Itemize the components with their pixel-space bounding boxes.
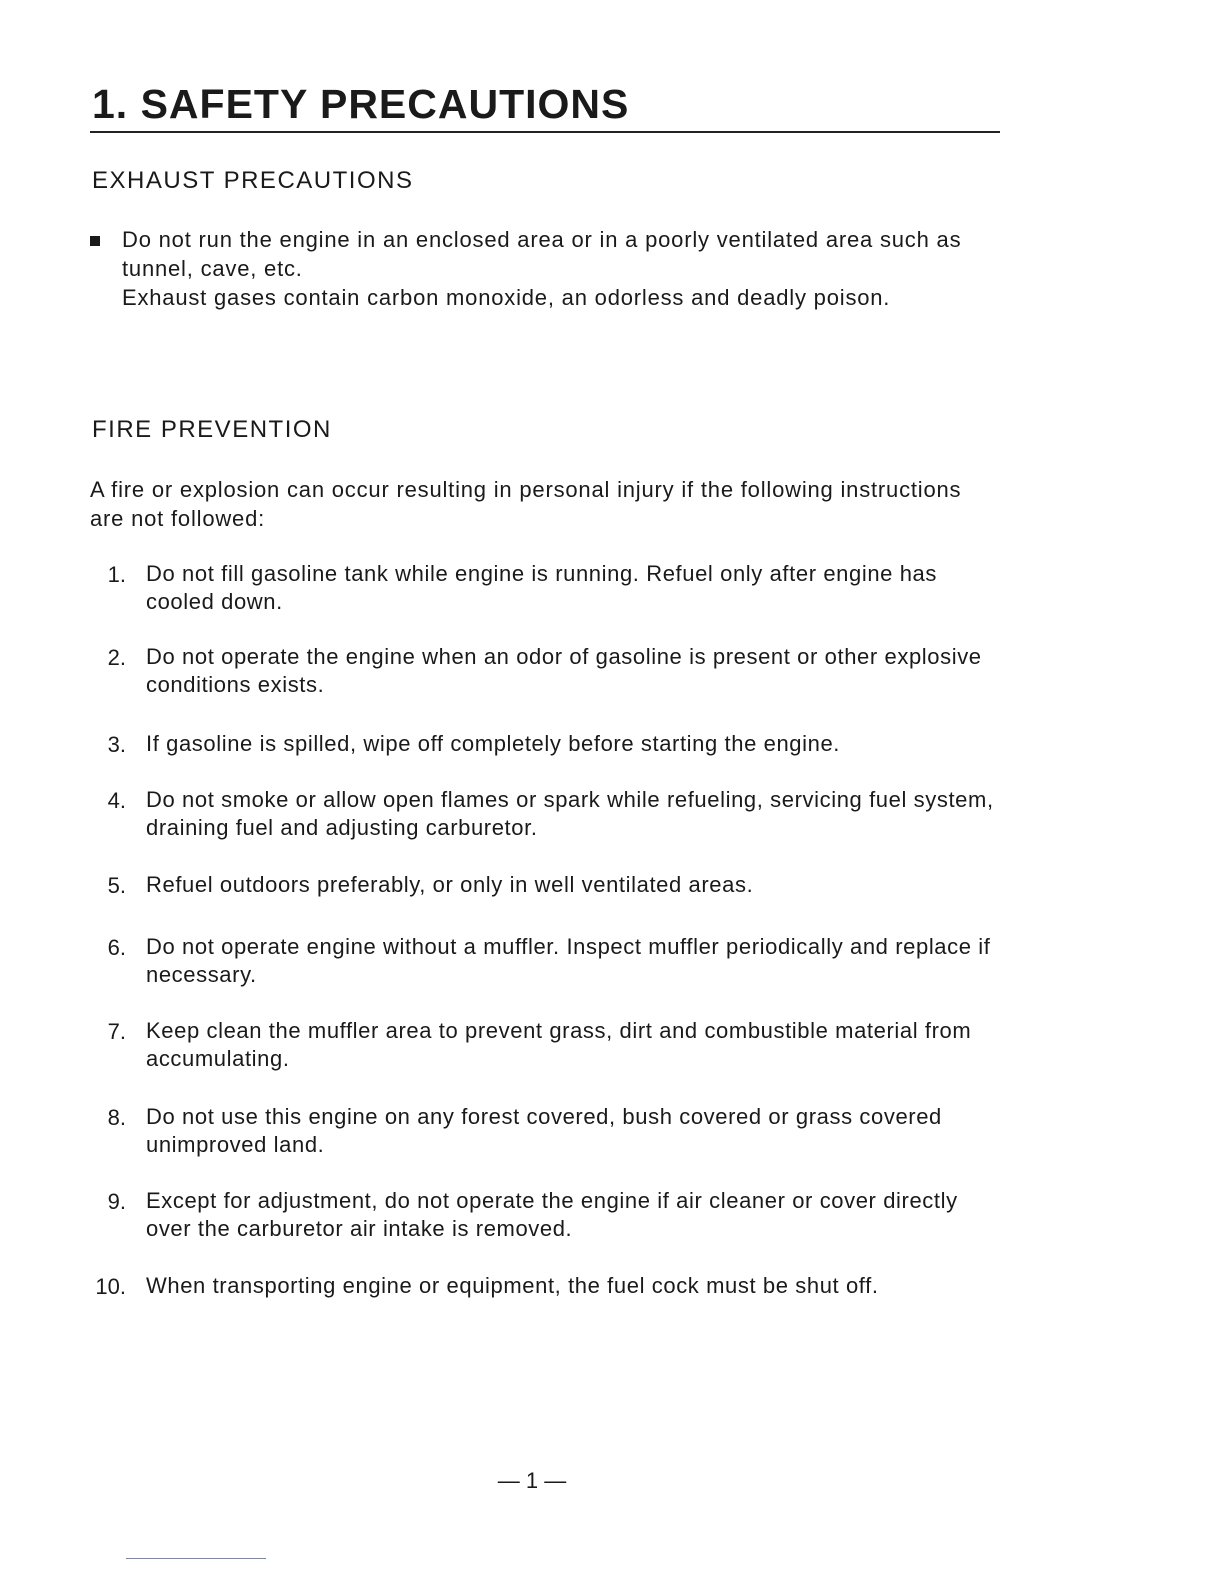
list-item-number: 9. [107, 1189, 126, 1214]
list-item-text: Refuel outdoors preferably, or only in well ventilated areas. [146, 872, 754, 897]
page-title: 1. SAFETY PRECAUTIONS [92, 81, 630, 127]
exhaust-warning-line: Do not run the engine in an enclosed area or in a poorly ventilated area such as tunnel, cave, etc. [122, 227, 962, 281]
square-bullet-icon [90, 236, 100, 246]
list-item-number: 4. [107, 788, 126, 813]
exhaust-bullet-text [122, 225, 1002, 312]
page-number: — 1 — [497, 1468, 567, 1493]
list-item-text: Except for adjustment, do not operate the engine if air cleaner or cover directly over the carburetor air intake is removed. [146, 1188, 958, 1241]
list-item-number: 10. [95, 1274, 126, 1299]
list-item-text: Do not fill gasoline tank while engine is running. Refuel only after engine has cooled down. [146, 561, 937, 614]
list-item-text: Do not operate engine without a muffler. Inspect muffler periodically and replace if necessary. [146, 934, 991, 987]
list-item-number: 7. [107, 1019, 126, 1044]
list-item-text: If gasoline is spilled, wipe off completely before starting the engine. [146, 731, 841, 756]
list-item-number: 3. [107, 732, 126, 757]
section-heading-exhaust: EXHAUST PRECAUTIONS [92, 167, 414, 194]
list-item-text: Do not use this engine on any forest covered, bush covered or grass covered unimproved land. [146, 1104, 942, 1157]
list-item-text: Do not operate the engine when an odor of gasoline is present or other explosive conditions exists. [146, 644, 982, 697]
list-item-text: Keep clean the muffler area to prevent grass, dirt and combustible material from accumulating. [146, 1018, 972, 1071]
section-heading-fire: FIRE PREVENTION [92, 416, 332, 443]
exhaust-poison-line: Exhaust gases contain carbon monoxide, an odorless and deadly poison. [122, 285, 891, 310]
list-item-text: When transporting engine or equipment, the fuel cock must be shut off. [146, 1273, 879, 1298]
footer-rule [126, 1558, 266, 1559]
list-item-number: 2. [107, 645, 126, 670]
list-item-number: 5. [107, 873, 126, 898]
list-item-number: 6. [107, 935, 126, 960]
list-item-number: 1. [107, 562, 126, 587]
list-item-text: Do not smoke or allow open flames or spark while refueling, servicing fuel system, draining fuel and adjusting carburetor. [146, 787, 994, 840]
list-item-number: 8. [107, 1105, 126, 1130]
fire-intro: A fire or explosion can occur resulting in personal injury if the following instructions are not followed: [90, 477, 962, 531]
title-underline [90, 131, 1000, 133]
